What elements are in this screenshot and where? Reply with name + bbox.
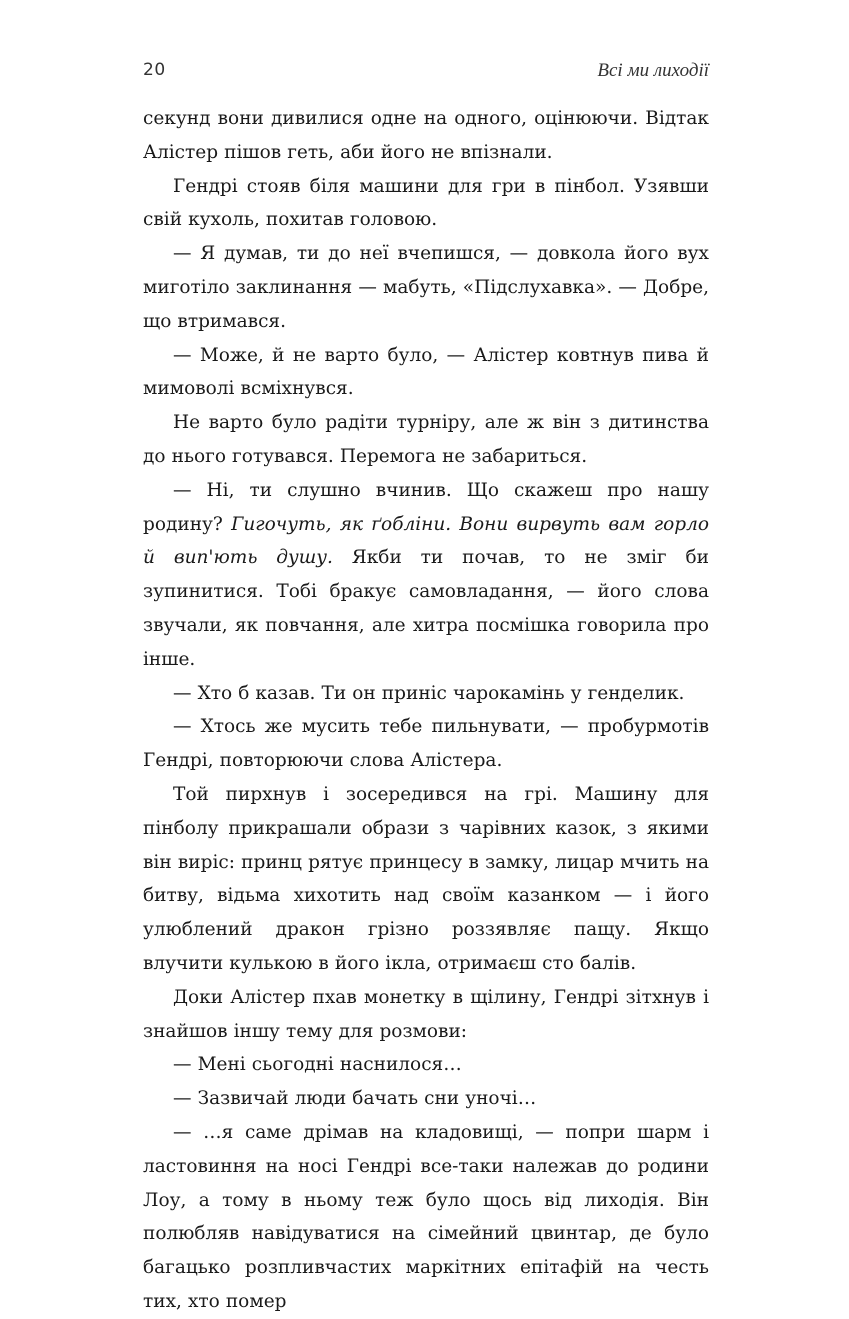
dialogue-text: — Ні, ти слушно вчинив. Що скажеш про нашу родину?	[143, 479, 709, 535]
paragraph-dialogue: — Мені сьогодні наснилося…	[173, 1054, 462, 1076]
paragraph: Доки Алістер пхав монетку в щілину, Гендрі зітхнув і знайшов іншу тему для розмови:	[143, 986, 709, 1042]
paragraph-continued: секунд вони дивилися одне на одного, оцінюючи. Відтак Алістер пішов геть, аби його не впізнали.	[143, 108, 709, 163]
running-header	[143, 60, 709, 88]
running-title: Всі ми лиходії	[597, 60, 709, 81]
paragraph-dialogue: — Я думав, ти до неї вчепишся, — довкола його вух миготіло заклинання — мабуть, «Підслухавка». — Добре, що втримався.	[143, 243, 709, 332]
body-text	[143, 102, 709, 1319]
paragraph-dialogue: — Хто б казав. Ти он приніс чарокамінь у генделик.	[173, 682, 685, 704]
paragraph-dialogue: — Зазвичай люди бачать сни уночі…	[173, 1088, 537, 1110]
paragraph: Гендрі стояв біля машини для гри в пінбол. Узявши свій кухоль, похитав головою.	[143, 175, 709, 231]
paragraph-dialogue: — Може, й не варто було, — Алістер ковтнув пива й мимоволі всміхнувся.	[143, 344, 709, 400]
italic-quote: Гигочуть, як ґобліни. Вони вирвуть вам горло й вип'ють душу.	[143, 513, 709, 569]
paragraph-dialogue-with-italic	[143, 474, 709, 677]
paragraph: Не варто було радіти турніру, але ж він з дитинства до нього готувався. Перемога не забариться.	[143, 412, 709, 467]
paragraph-dialogue: — …я саме дрімав на кладовищі, — попри шарм і ластовиння на носі Гендрі все-таки належав до родини Лоу, а тому в ньому теж було щось від лиходія. Він полюбляв навідуватися на сімейний цвинтар, де було багацько розпливчастих маркітних епітафій на честь тих, хто помер	[143, 1121, 709, 1312]
paragraph-dialogue: — Хтось же мусить тебе пильнувати, — пробурмотів Гендрі, повторюючи слова Алістера.	[143, 716, 709, 772]
dialogue-text: Якби ти почав, то не зміг би зупинитися. Тобі бракує самовладання, — його слова звучали, як повчання, але хитра посмішка говорила про інше.	[143, 547, 709, 670]
paragraph: Той пирхнув і зосередився на грі. Машину для пінболу прикрашали образи з чарівних казок, з якими він виріс: принц рятує принцесу в замку, лицар мчить на битву, відьма хихотить над своїм казанком — і його улюблений дракон грізно роззявляє пащу. Якщо влучити кулькою в його ікла, отримаєш сто балів.	[143, 783, 709, 974]
page-number: 20	[143, 60, 166, 80]
